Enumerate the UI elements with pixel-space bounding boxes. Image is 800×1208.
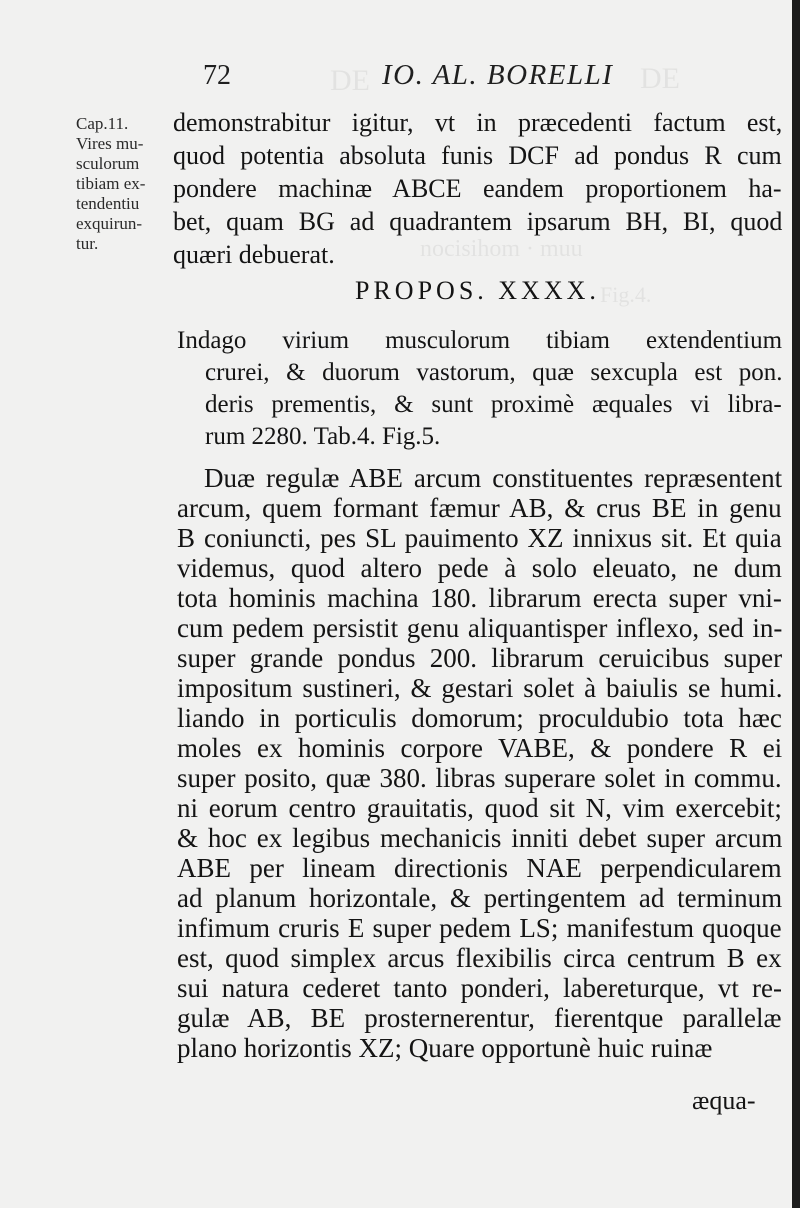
text-line: plano horizontis XZ; Quare opportunè huic ruinæ [177,1033,713,1063]
show-through-header-ink: DE [330,64,370,97]
catchword: æqua- [692,1086,756,1115]
text-line: super posito, quæ 380. libras superare solet in commu. [177,763,782,793]
margin-note [76,114,168,254]
margin-note-line: sculorum [76,154,140,173]
text-line: est, quod simplex arcus flexibilis circa centrum B ex [177,943,782,973]
page-number: 72 [203,60,231,91]
text-line: Duæ regulæ ABE arcum constituentes repræsentent [204,463,783,493]
text-line: videmus, quod altero pede à solo eleuato, ne dum [177,553,782,583]
text-line: deris prementis, & sunt proximè æquales vi libra- [205,391,782,418]
margin-note-line: tendentiu [76,194,140,213]
scan-edge-shadow [792,0,800,1208]
text-line: & hoc ex legibus mechanicis inniti debet super arcum [177,823,783,853]
margin-note-line: tibiam ex- [76,174,146,193]
text-line: liando in porticulis domorum; proculdubio tota hæc [177,703,782,733]
text-line: pondere machinæ ABCE eandem proportionem ha- [173,174,782,203]
text-line: infimum cruris E super pedem LS; manifestum quoque [177,913,782,943]
text-line: bet, quam BG ad quadrantem ipsarum BH, BI, quod [173,207,783,236]
margin-note-line: Cap.11. [76,114,129,133]
text-line: gulæ AB, BE prosternerentur, fierentque parallelæ [177,1003,782,1033]
text-line: rum 2280. Tab.4. Fig.5. [205,423,441,450]
proposition-title: PROPOS. XXXX. [355,276,600,305]
text-line: tota hominis machina 180. librarum erecta super vni- [177,583,782,613]
text-line: ad planum horizontale, & pertingentem ad terminum [177,883,783,913]
margin-note-line: exquirun- [76,214,143,233]
text-line: cum pedem persistit genu aliquantisper inflexo, sed in- [177,613,783,643]
margin-note-line: tur. [76,234,99,253]
running-head: IO. AL. BORELLI [382,59,614,91]
text-line: super grande pondus 200. librarum ceruicibus super [177,643,783,673]
text-line: ni eorum centro grauitatis, quod sit N, vim exercebit; [177,793,782,823]
show-through-line-ink-2: Fig.4. [600,282,652,307]
text-line: moles ex hominis corpore VABE, & pondere R ei [177,733,783,763]
text-line: B coniuncti, pes SL pauimento XZ innixus sit. Et quia [177,523,782,553]
text-line: crurei, & duorum vastorum, quæ sexcupla est pon. [205,359,783,386]
text-line: arcum, quem formant fæmur AB, & crus BE in genu [177,493,782,523]
text-line: demonstrabitur igitur, vt in præcedenti factum est, [173,108,783,137]
show-through-header-ink-2: DE [640,62,680,95]
text-line: quod potentia absoluta funis DCF ad pondus R cum [173,141,782,170]
show-through-line-ink: nocisihom · muu [420,236,583,262]
text-line: quæri debuerat. [173,240,335,269]
text-line: sui natura cederet tanto ponderi, labereturque, vt re- [177,973,783,1003]
text-line: ABE per lineam directionis NAE perpendicularem [177,853,782,883]
text-line: impositum sustineri, & gestari solet à baiulis se humi. [177,673,783,703]
text-line: Indago virium musculorum tibiam extendentium [177,327,783,354]
margin-note-line: Vires mu- [76,134,144,153]
page-header [0,56,792,96]
